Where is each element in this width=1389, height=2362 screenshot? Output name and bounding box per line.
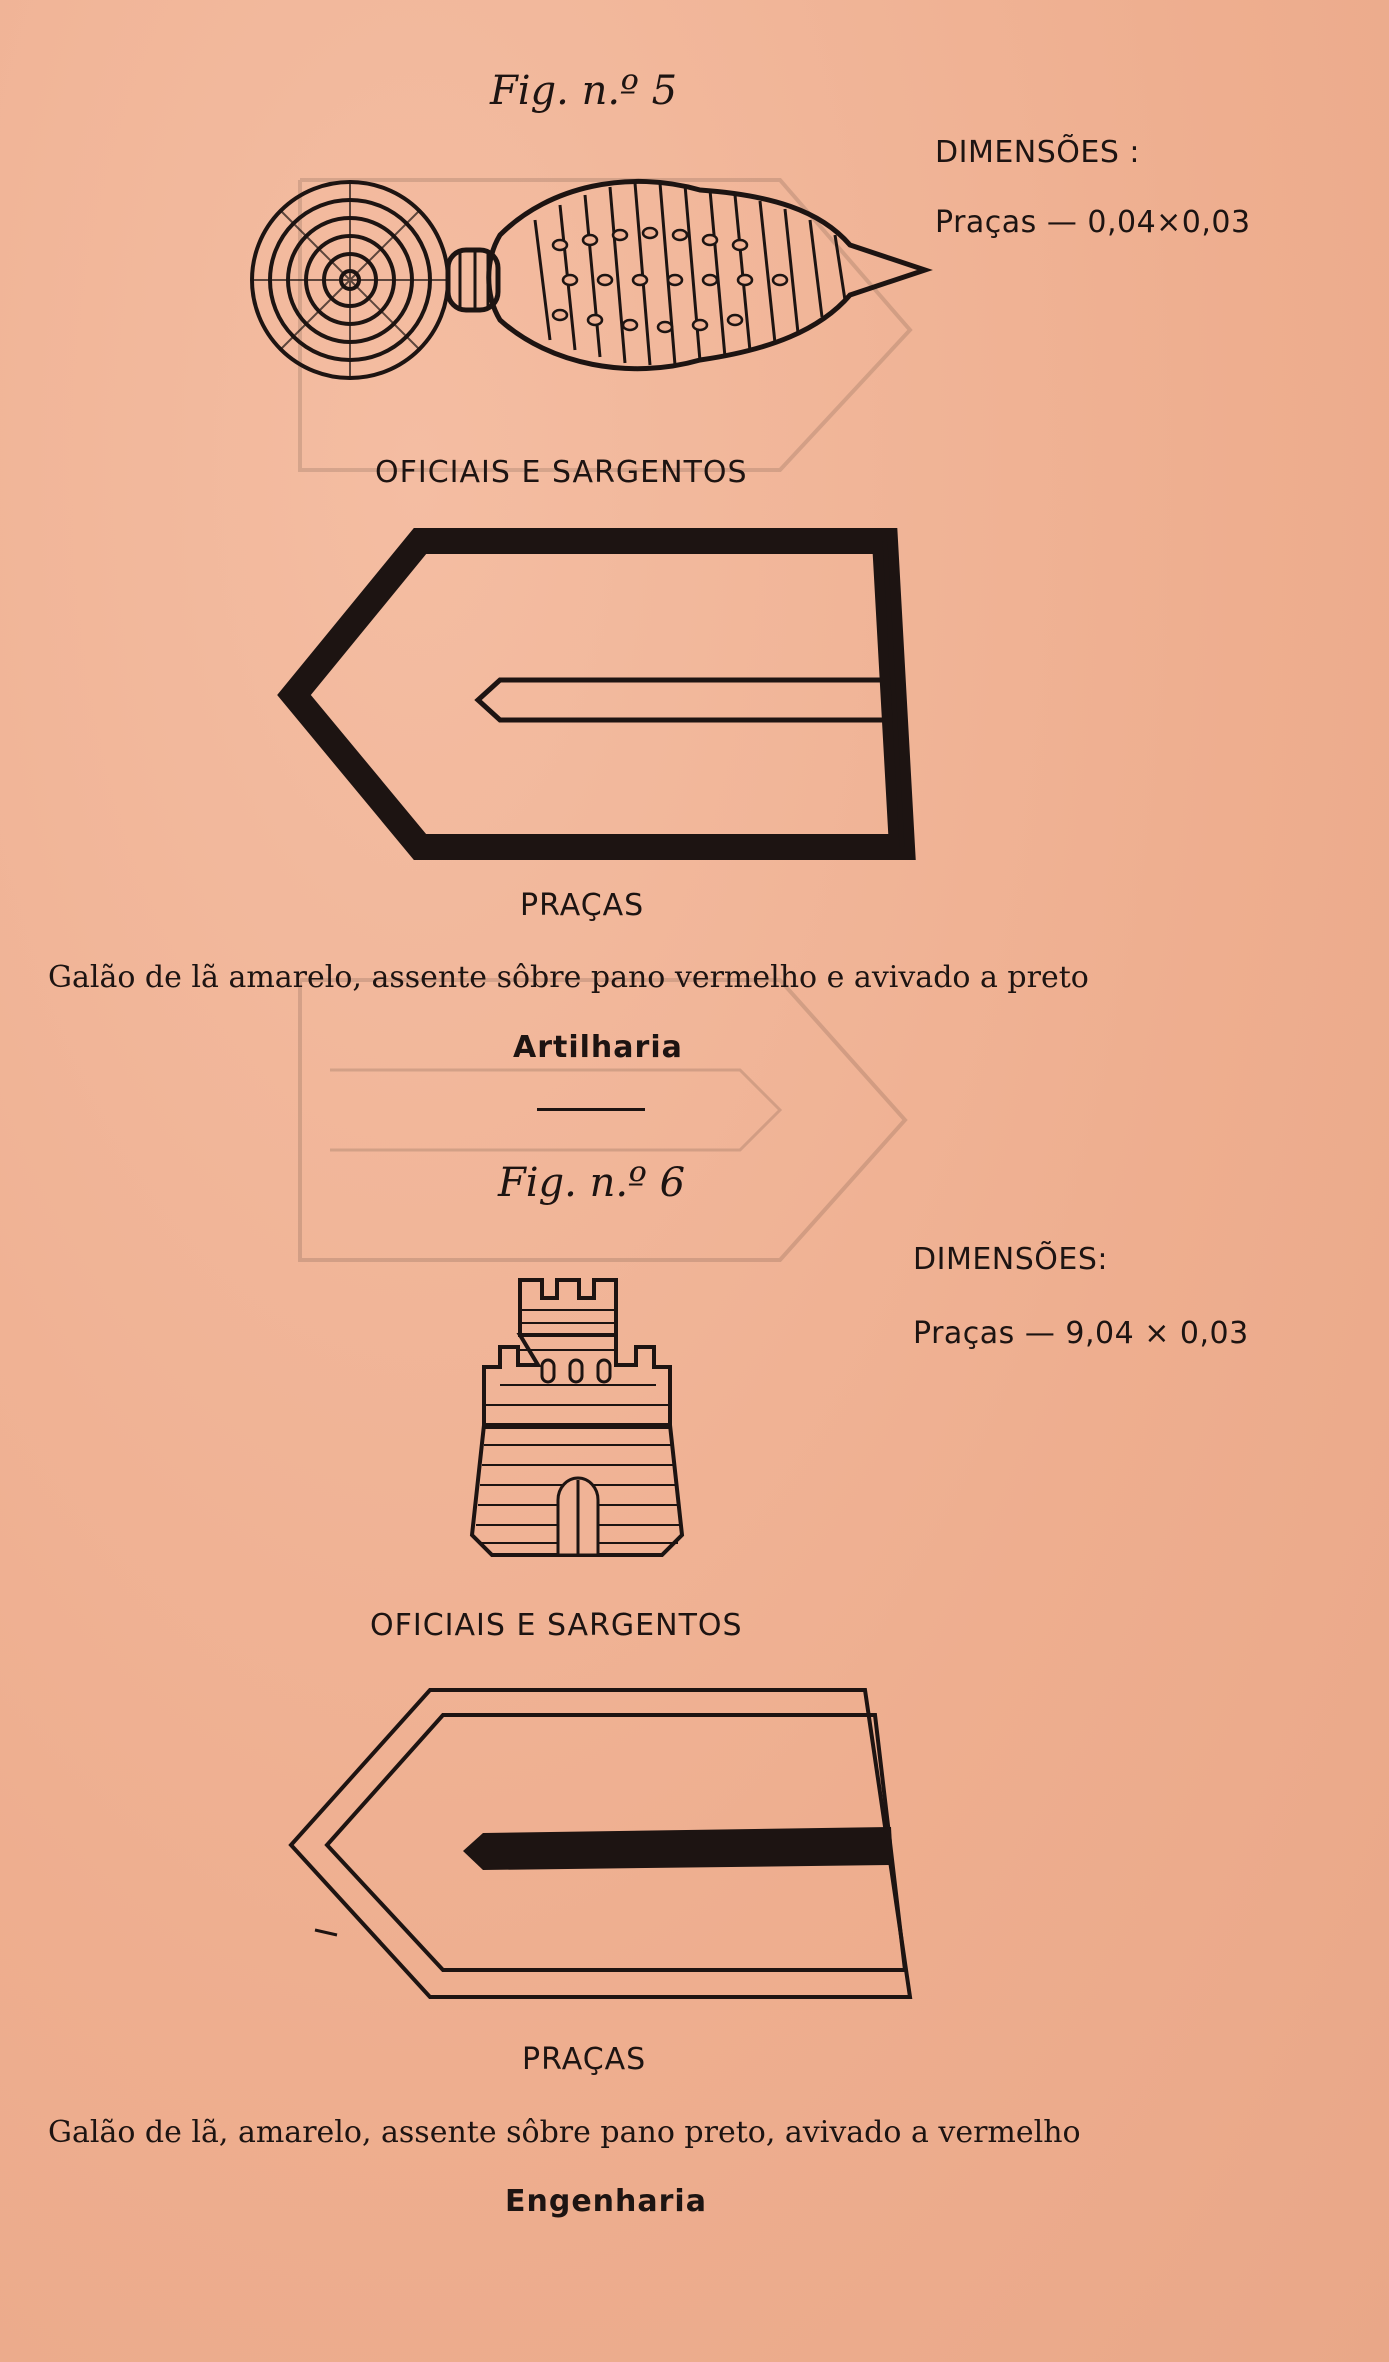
fig6-pracas-label: PRAÇAS bbox=[522, 2042, 647, 2077]
fig5-dimensions-label: DIMENSÕES : bbox=[935, 135, 1141, 170]
fig5-section-title: Artilharia bbox=[513, 1030, 683, 1065]
castle-tower-icon bbox=[470, 1275, 685, 1557]
grenade-icon bbox=[250, 165, 930, 405]
fig5-dimensions-value: Praças — 0,04×0,03 bbox=[935, 205, 1251, 240]
fig5-title: Fig. n.º 5 bbox=[490, 68, 678, 114]
fig6-dimensions-label: DIMENSÕES: bbox=[913, 1242, 1108, 1277]
fig5-rank-insignia bbox=[290, 535, 920, 855]
fig5-officers-label: OFICIAIS E SARGENTOS bbox=[375, 455, 748, 490]
fig5-pracas-label: PRAÇAS bbox=[520, 888, 645, 923]
fig6-title: Fig. n.º 6 bbox=[498, 1160, 686, 1206]
fig6-rank-insignia bbox=[285, 1685, 915, 2005]
fig6-officers-label: OFICIAIS E SARGENTOS bbox=[370, 1608, 743, 1643]
fig6-dimensions-value: Praças — 9,04 × 0,03 bbox=[913, 1316, 1249, 1351]
section-divider bbox=[537, 1108, 645, 1111]
fig5-description: Galão de lã amarelo, assente sôbre pano vermelho e avivado a preto bbox=[48, 960, 1089, 995]
fig6-section-title: Engenharia bbox=[505, 2184, 707, 2219]
fig6-description: Galão de lã, amarelo, assente sôbre pano preto, avivado a vermelho bbox=[48, 2115, 1081, 2150]
